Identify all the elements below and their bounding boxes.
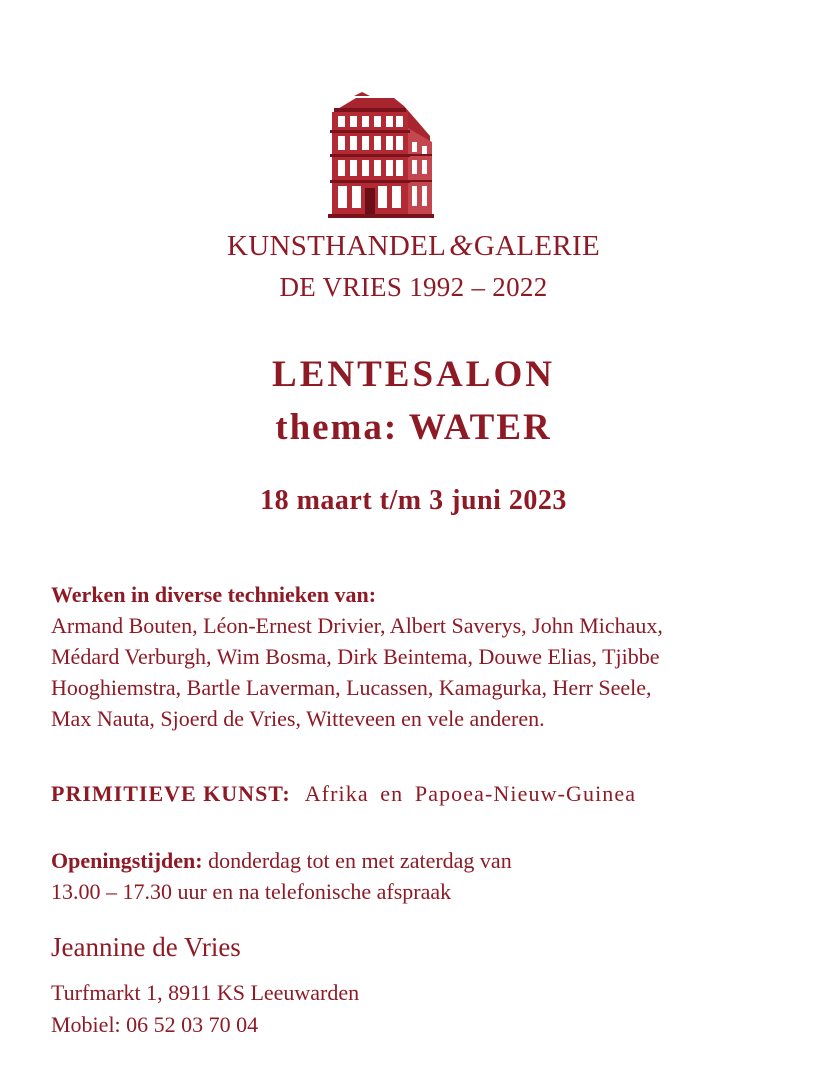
artist-line: Max Nauta, Sjoerd de Vries, Witteveen en vele anderen. bbox=[51, 706, 545, 731]
contact-details bbox=[51, 977, 359, 1041]
artist-list bbox=[51, 610, 811, 734]
artist-line: Armand Bouten, Léon-Ernest Drivier, Albert Saverys, John Michaux, bbox=[51, 613, 663, 638]
exhibition-theme: thema: WATER bbox=[275, 407, 552, 448]
brand-part1: KUNSTHANDEL bbox=[227, 230, 447, 262]
works-heading: Werken in diverse technieken van: bbox=[51, 582, 377, 607]
opening-hours bbox=[51, 845, 512, 907]
artist-line: Médard Verburgh, Wim Bosma, Dirk Beintema, Douwe Elias, Tjibbe bbox=[51, 644, 660, 669]
opening-times: 13.00 – 17.30 uur en na telefonische afspraak bbox=[51, 879, 452, 904]
primitive-art-regions: Afrika en Papoea-Nieuw-Guinea bbox=[304, 781, 637, 806]
primitive-art bbox=[51, 781, 636, 807]
gallery-name-years: DE VRIES 1992 – 2022 bbox=[279, 272, 548, 302]
primitive-art-label: PRIMITIEVE KUNST: bbox=[51, 781, 291, 806]
exhibition-dates: 18 maart t/m 3 juni 2023 bbox=[260, 485, 567, 516]
gallery-building-logo bbox=[326, 92, 438, 218]
contact-name: Jeannine de Vries bbox=[51, 932, 241, 962]
brand-ampersand: & bbox=[449, 229, 473, 262]
opening-days: donderdag tot en met zaterdag van bbox=[202, 848, 512, 873]
exhibition-title: LENTESALON bbox=[272, 354, 555, 395]
artist-line: Hooghiemstra, Bartle Laverman, Lucassen, Kamagurka, Herr Seele, bbox=[51, 675, 652, 700]
gallery-name bbox=[0, 229, 827, 263]
contact-address: Turfmarkt 1, 8911 KS Leeuwarden bbox=[51, 980, 360, 1005]
opening-hours-label: Openingstijden: bbox=[51, 848, 203, 873]
contact-mobile: Mobiel: 06 52 03 70 04 bbox=[51, 1012, 259, 1037]
brand-part2: GALERIE bbox=[473, 230, 600, 262]
